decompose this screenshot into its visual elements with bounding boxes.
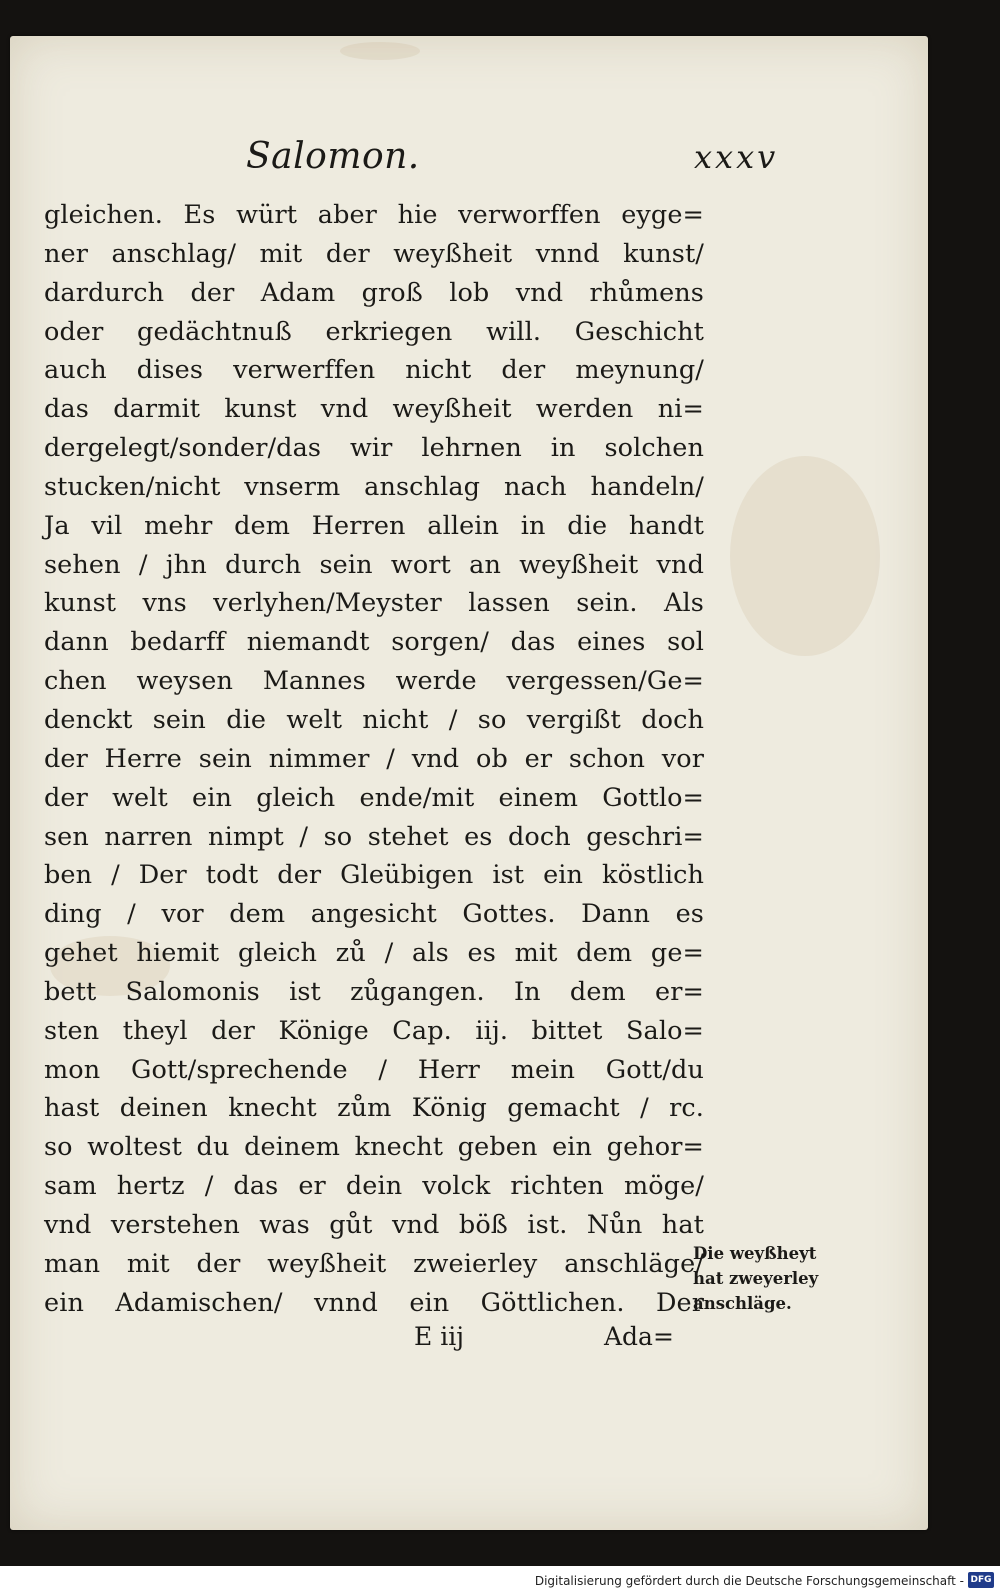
- dfg-logo-icon: DFG: [968, 1572, 994, 1588]
- text-line: dann bedarff niemandt sorgen/ das eines sol: [44, 627, 704, 658]
- text-line: gehet hiemit gleich zů / als es mit dem ge=: [44, 938, 704, 969]
- catchword: Ada=: [604, 1322, 674, 1351]
- text-line: gleichen. Es würt aber hie verworffen eyge=: [44, 200, 704, 230]
- text-line: mon Gott/sprechende / Herr mein Gott/du: [44, 1054, 704, 1085]
- text-line: kunst vns verlyhen/Meyster lassen sein. Als: [44, 588, 704, 619]
- text-line: der Herre sein nimmer / vnd ob er schon vor: [44, 743, 704, 774]
- marginal-note-line: Die weyßheyt: [693, 1244, 817, 1263]
- text-line: Ja vil mehr dem Herren allein in die handt: [44, 510, 704, 541]
- text-line: sehen / jhn durch sein wort an weyßheit vnd: [44, 549, 704, 580]
- text-line: ner anschlag/ mit der weyßheit vnnd kunst/: [44, 238, 704, 269]
- text-line: sten theyl der Könige Cap. iij. bittet Salo=: [44, 1015, 704, 1046]
- text-line: ding / vor dem angesicht Gottes. Dann es: [44, 899, 704, 930]
- text-line: denckt sein die welt nicht / so vergißt doch: [44, 704, 704, 735]
- text-line: man mit der weyßheit zweierley anschläge/: [44, 1248, 704, 1279]
- signature-line: [44, 1318, 694, 1356]
- page-header: [10, 136, 928, 192]
- main-text: [44, 196, 704, 1322]
- text-line: sam hertz / das er dein volck richten möge/: [44, 1171, 704, 1202]
- text-line: dergelegt/sonder/das wir lehrnen in solchen: [44, 433, 704, 464]
- text-line: das darmit kunst vnd weyßheit werden ni=: [44, 394, 704, 425]
- marginal-note-line: anschläge.: [693, 1294, 792, 1313]
- book-page: [10, 36, 928, 1530]
- text-line: chen weysen Mannes werde vergessen/Ge=: [44, 666, 704, 697]
- text-line: dardurch der Adam groß lob vnd rhůmens: [44, 277, 704, 308]
- digitization-credit: Digitalisierung gefördert durch die Deutsche Forschungsgemeinschaft -: [534, 1574, 964, 1588]
- text-line: der welt ein gleich ende/mit einem Gottlo=: [44, 782, 704, 813]
- footer-bar: [0, 1566, 1000, 1596]
- signature-mark: E iij: [414, 1322, 464, 1351]
- folio-number: xxxv: [694, 138, 779, 176]
- text-line: oder gedächtnuß erkriegen will. Geschicht: [44, 316, 704, 347]
- marginal-note: [693, 1241, 843, 1316]
- text-line: bett Salomonis ist zůgangen. In dem er=: [44, 976, 704, 1007]
- text-line: vnd verstehen was gůt vnd böß ist. Nůn hat: [44, 1209, 704, 1240]
- text-line: stucken/nicht vnserm anschlag nach handeln/: [44, 471, 704, 502]
- running-head: Salomon.: [246, 136, 420, 177]
- text-line: hast deinen knecht zům König gemacht / rc.: [44, 1093, 704, 1124]
- text-line: ein Adamischen/ vnnd ein Göttlichen. Der: [44, 1287, 704, 1318]
- text-line: ben / Der todt der Gleübigen ist ein köstlich: [44, 860, 704, 891]
- text-line: so woltest du deinem knecht geben ein gehor=: [44, 1132, 704, 1163]
- marginal-note-line: hat zweyerley: [693, 1269, 819, 1288]
- text-line: auch dises verwerffen nicht der meynung/: [44, 355, 704, 386]
- text-line: sen narren nimpt / so stehet es doch geschri=: [44, 821, 704, 852]
